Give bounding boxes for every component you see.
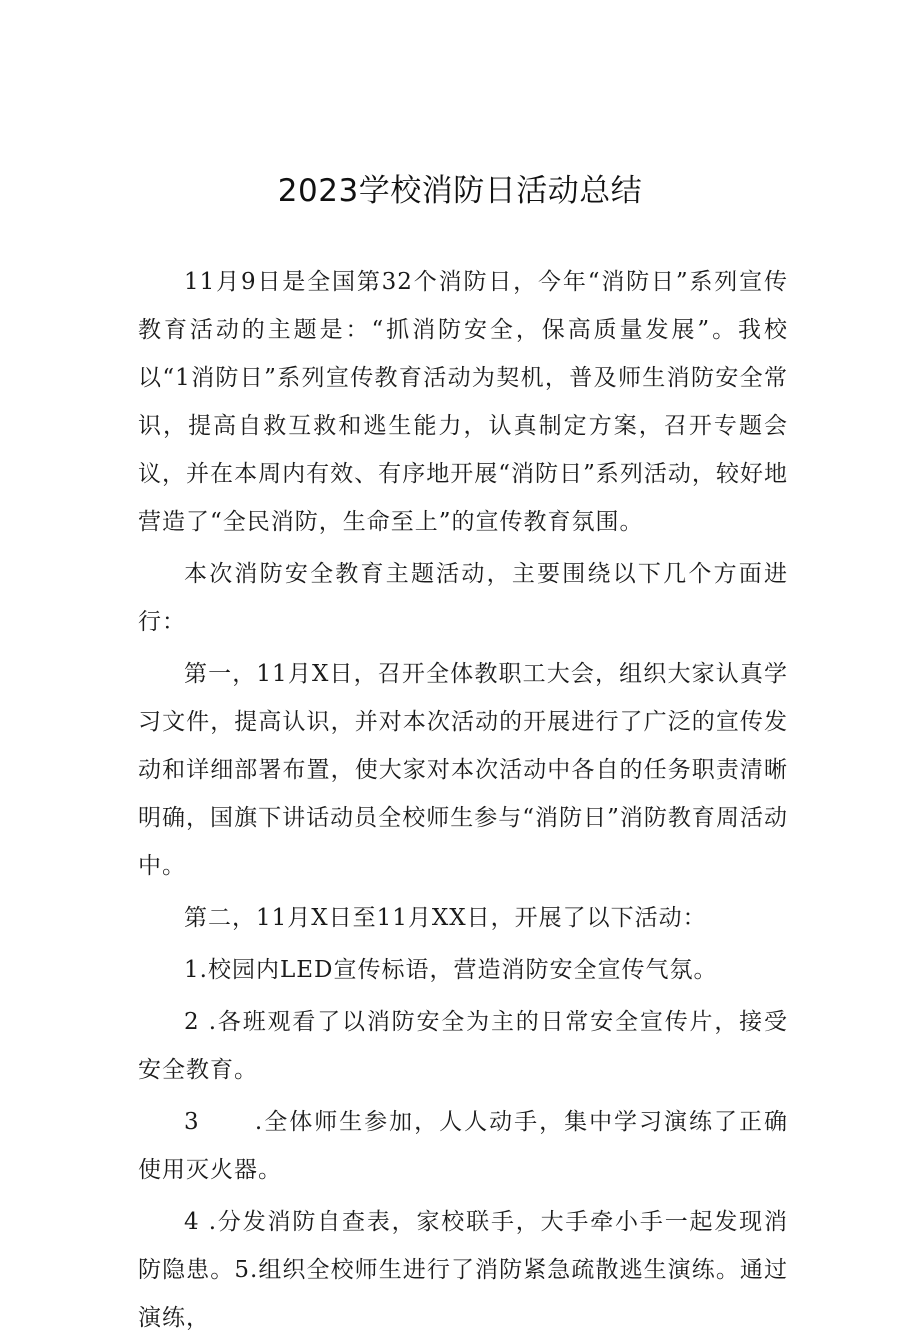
list-item-4-5: 4 .分发消防自查表，家校联手，大手牵小手一起发现消防隐患。5.组织全校师生进行了消防紧急疏散逃生演练。通过演练，: [138, 1209, 788, 1331]
paragraph-overview: 本次消防安全教育主题活动，主要围绕以下几个方面进行：: [138, 561, 788, 635]
list-item-1: 1.校园内LED宣传标语，营造消防安全宣传气氛。: [184, 957, 718, 983]
list-item-2: 2 .各班观看了以消防安全为主的日常安全宣传片，接受安全教育。: [138, 1009, 788, 1083]
paragraph-first: 第一，11月X日，召开全体教职工大会，组织大家认真学习文件，提高认识，并对本次活动的开展进行了广泛的宣传发动和详细部署布置，使大家对本次活动中各自的任务职责清晰明确，国旗下讲话动员全校师生参与“消防日”消防教育周活动中。: [138, 661, 788, 879]
document-body: [138, 258, 788, 1342]
list-item-3: 3 .全体师生参加，人人动手，集中学习演练了正确使用灭火器。: [138, 1109, 788, 1183]
document-title: 2023学校消防日活动总结: [277, 173, 643, 209]
paragraph-second: 第二，11月X日至11月XX日，开展了以下活动：: [184, 905, 707, 931]
paragraph-intro: 11月9日是全国第32个消防日，今年“消防日”系列宣传教育活动的主题是：“抓消防安全，保高质量发展”。我校以“1消防日”系列宣传教育活动为契机，普及师生消防安全常识，提高自救互救和逃生能力，认真制定方案，召开专题会议，并在本周内有效、有序地开展“消防日”系列活动，较好地营造了“全民消防，生命至上”的宣传教育氛围。: [138, 269, 788, 535]
